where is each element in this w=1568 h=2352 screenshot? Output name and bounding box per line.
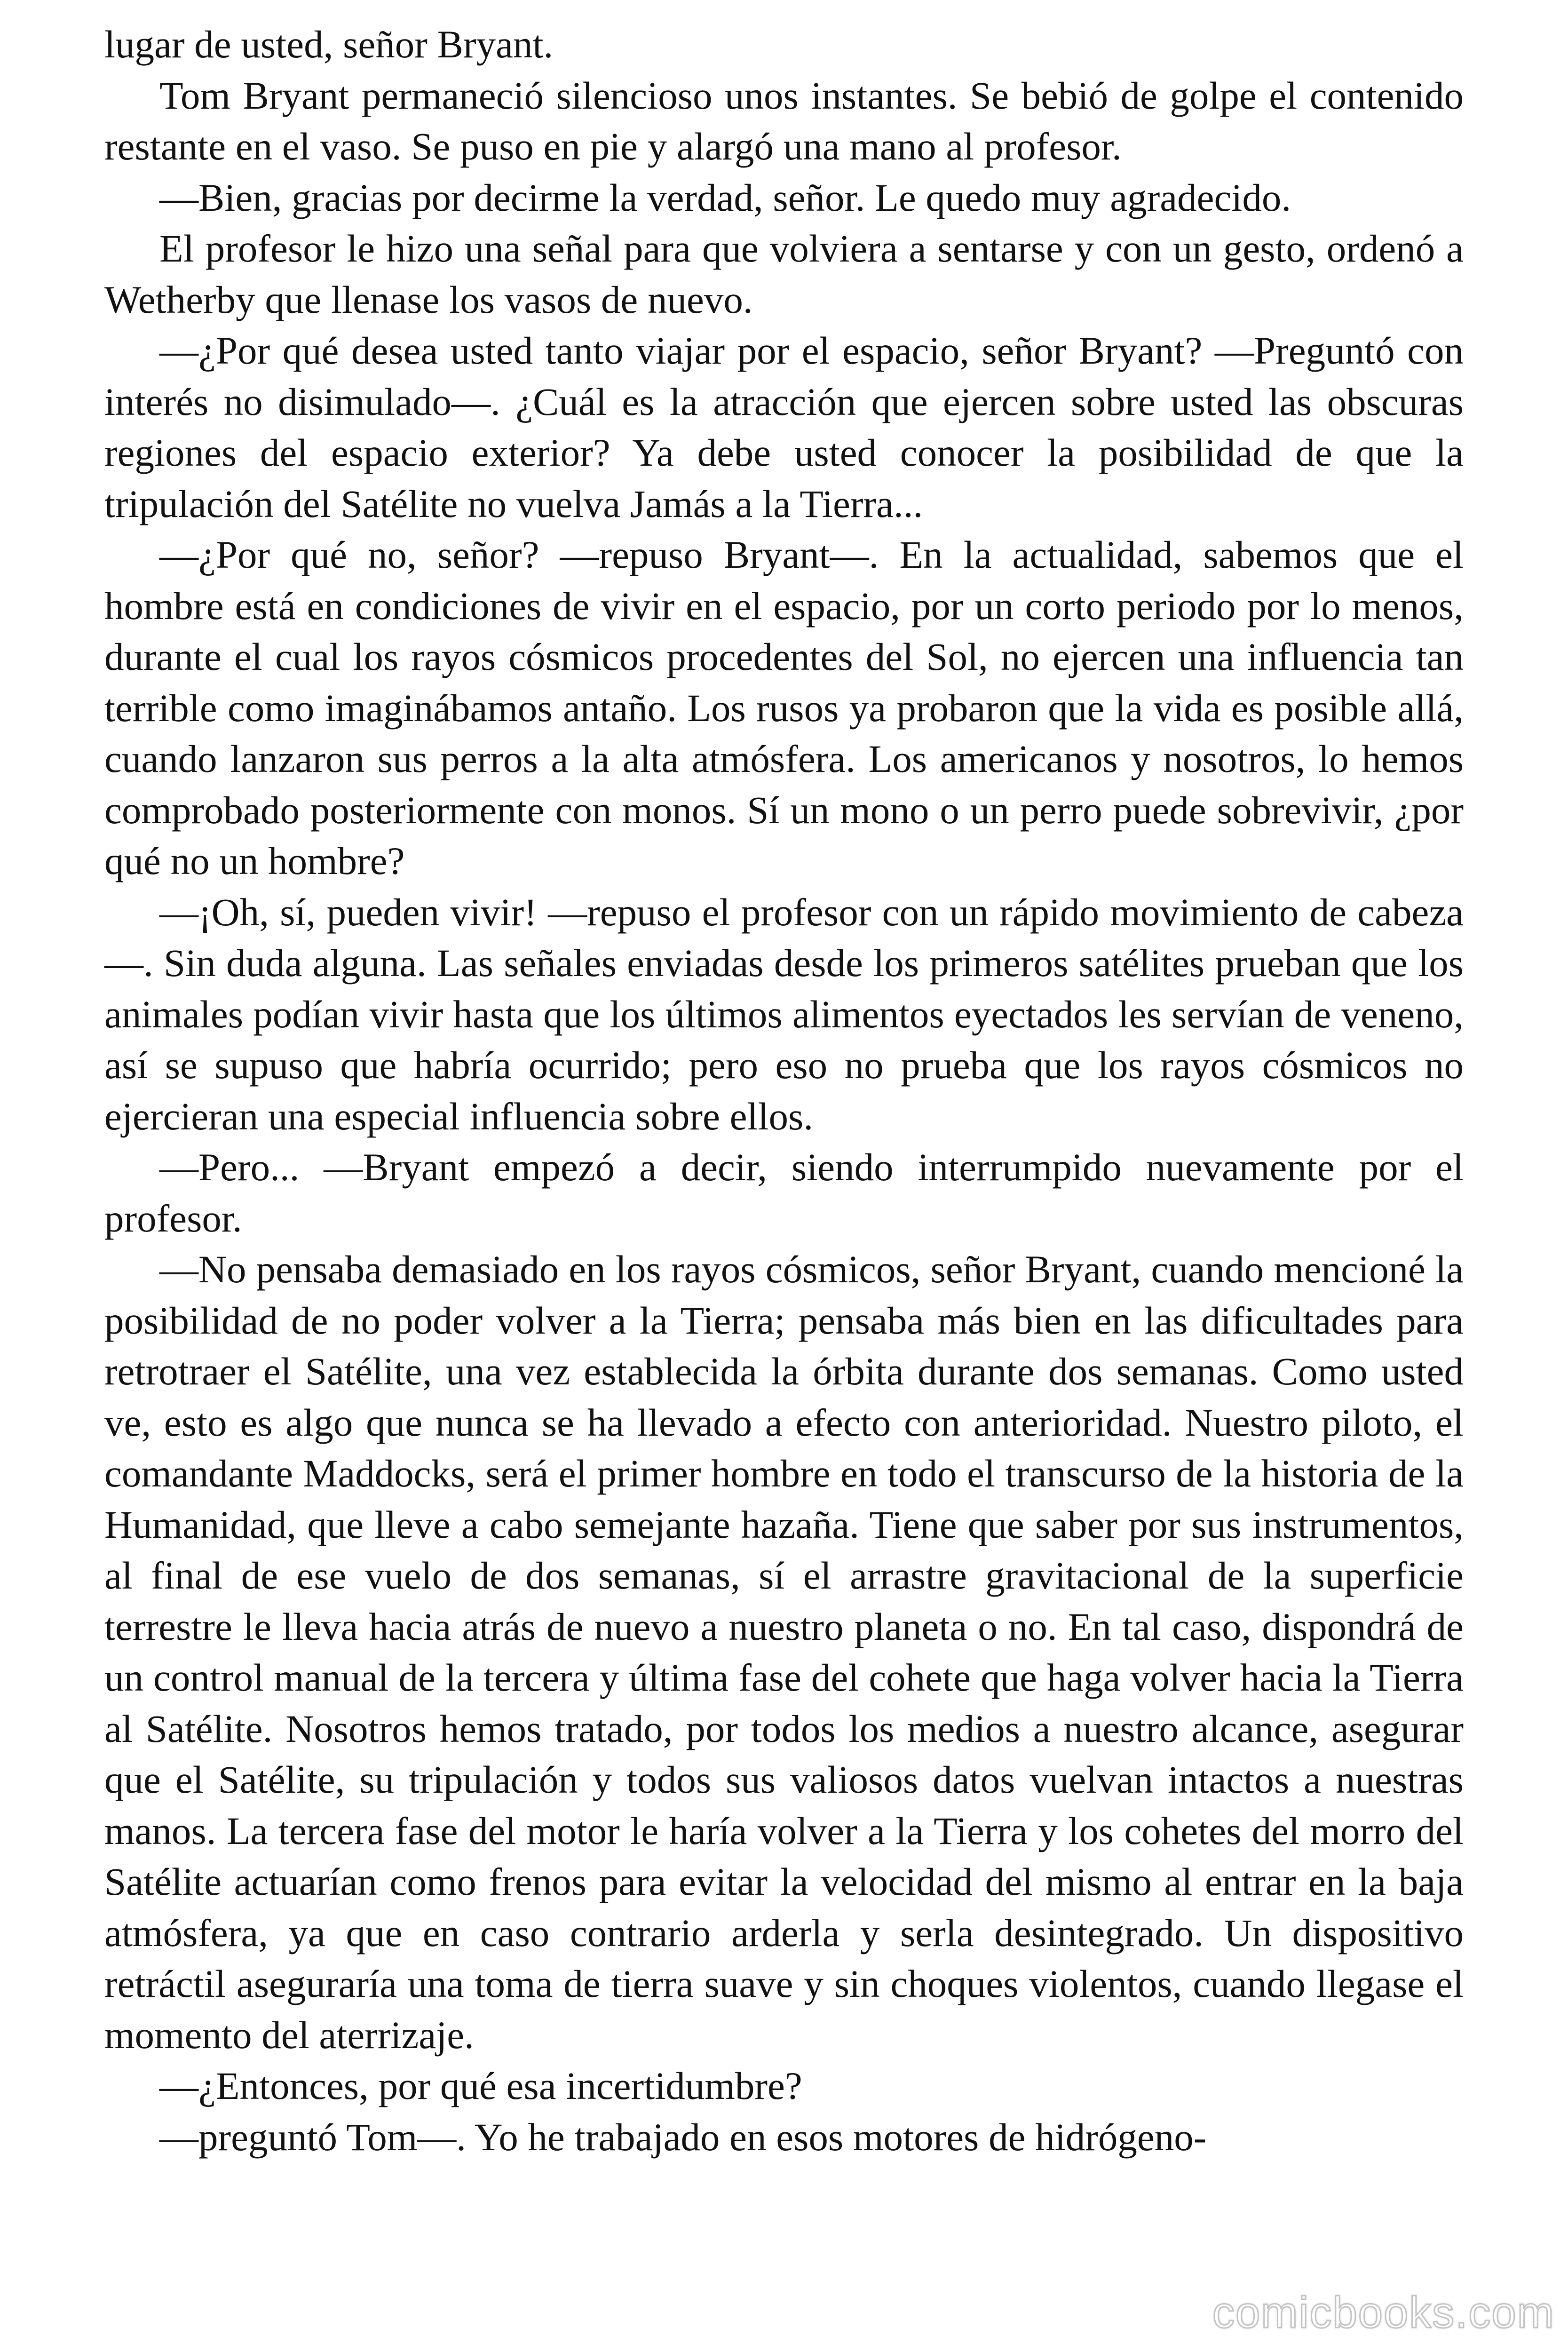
paragraph-1: lugar de usted, señor Bryant.: [104, 23, 554, 66]
paragraph-9: —No pensaba demasiado en los rayos cósmicos, señor Bryant, cuando mencioné la posibilidad de no poder volver a la Tierra; pensaba más bien en las dificultades para retrotraer el Satélite, una vez establecida la órbita durante dos semanas. Como usted ve, esto es algo que nunca se ha llevado a efecto con anterioridad. Nuestro piloto, el comandante Maddocks, será el primer hombre en todo el transcurso de la historia de la Humanidad, que lleve a cabo semejante hazaña. Tiene que saber por sus instrumentos, al final de ese vuelo de dos semanas, sí el arrastre gravitacional de la superficie terrestre le lleva hacia atrás de nuevo a nuestro planeta o no. En tal caso, dispondrá de un control manual de la tercera y última fase del cohete que haga volver hacia la Tierra al Satélite. Nosotros hemos tratado, por todos los medios a nuestro alcance, asegurar que el Satélite, su tripulación y todos sus valiosos datos vuelvan intactos a nuestras manos. La tercera fase del motor le haría volver a la Tierra y los cohetes del morro del Satélite actuarían como frenos para evitar la velocidad del mismo al entrar en la baja atmósfera, ya que en caso contrario arderla y serla desintegrado. Un dispositivo retráctil aseguraría una toma de tierra suave y sin choques violentos, cuando llegase el momento del aterrizaje.: [104, 1248, 1464, 2057]
paragraph-6: —¿Por qué no, señor? —repuso Bryant—. En la actualidad, sabemos que el hombre está en condiciones de vivir en el espacio, por un corto periodo por lo menos, durante el cual los rayos cósmicos procedentes del Sol, no ejercen una influencia tan terrible como imaginábamos antaño. Los rusos ya probaron que la vida es posible allá, cuando lanzaron sus perros a la alta atmósfera. Los americanos y nosotros, lo hemos comprobado posteriormente con monos. Sí un mono o un perro puede sobrevivir, ¿por qué no un hombre?: [104, 533, 1464, 882]
paragraph-8: —Pero... —Bryant empezó a decir, siendo interrumpido nuevamente por el profesor.: [104, 1145, 1464, 1240]
paragraph-3: —Bien, gracias por decirme la verdad, señor. Le quedo muy agradecido.: [159, 175, 1291, 219]
book-page-text: [104, 19, 1464, 2162]
paragraph-2: Tom Bryant permaneció silencioso unos instantes. Se bebió de golpe el contenido restante en el vaso. Se puso en pie y alargó una mano al profesor.: [104, 73, 1464, 168]
paragraph-7: —¡Oh, sí, pueden vivir! —repuso el profesor con un rápido movimiento de cabeza—. Sin duda alguna. Las señales enviadas desde los primeros satélites prueban que los animales podían vivir hasta que los últimos alimentos eyectados les servían de veneno, así se supuso que habría ocurrido; pero eso no prueba que los rayos cósmicos no ejercieran una especial influencia sobre ellos.: [104, 890, 1464, 1138]
paragraph-5: —¿Por qué desea usted tanto viajar por el espacio, señor Bryant? —Preguntó con interés no disimulado—. ¿Cuál es la atracción que ejercen sobre usted las obscuras regiones del espacio exterior? Ya debe usted conocer la posibilidad de que la tripulación del Satélite no vuelva Jamás a la Tierra...: [104, 329, 1464, 525]
paragraph-10: —¿Entonces, por qué esa incertidumbre?: [159, 2064, 802, 2107]
watermark: comicbooks.com: [1212, 2288, 1555, 2337]
paragraph-4: El profesor le hizo una señal para que volviera a sentarse y con un gesto, ordenó a Wetherby que llenase los vasos de nuevo.: [104, 227, 1464, 321]
paragraph-11: —preguntó Tom—. Yo he trabajado en esos motores de hidrógeno-: [159, 2115, 1207, 2159]
